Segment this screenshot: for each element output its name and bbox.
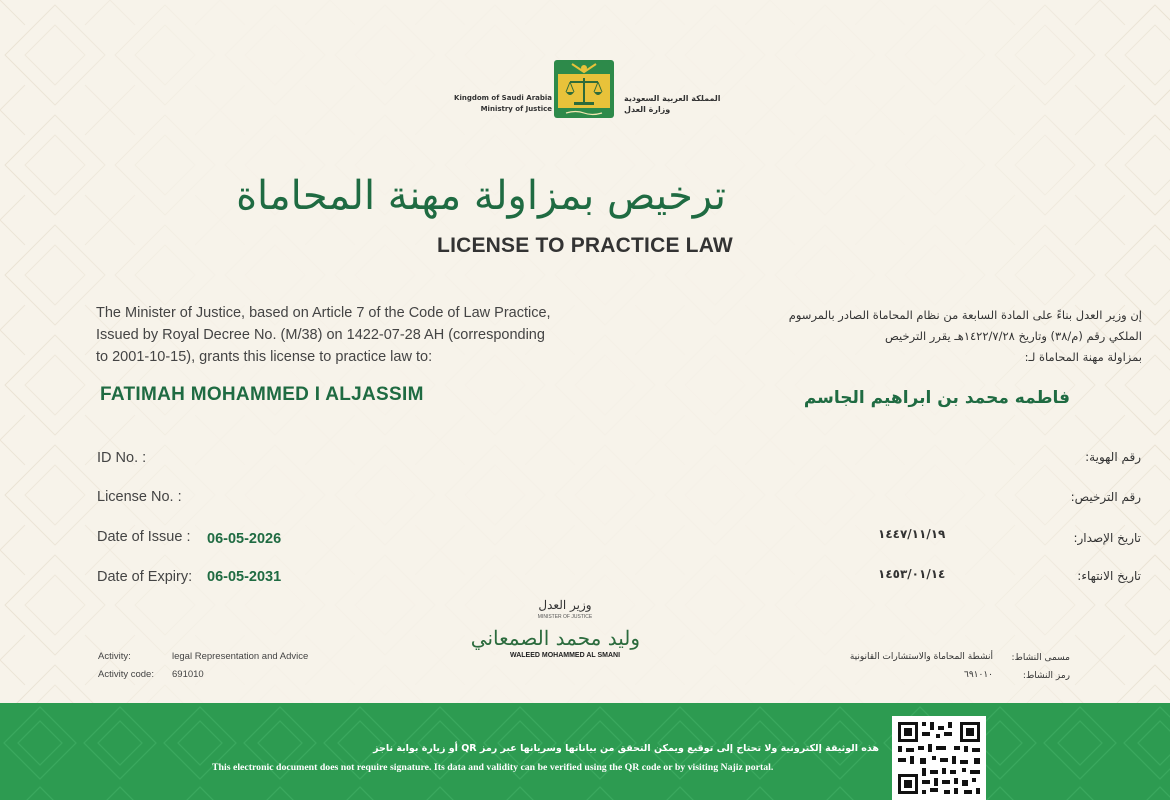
expiry-date-value-en: 06-05-2031 <box>207 569 282 585</box>
id-label-ar: رقم الهوية: <box>1085 450 1141 464</box>
footer-note-en: This electronic document does not require signature. Its data and validity can be verified using the QR code or by visiting Najiz portal. <box>212 762 774 773</box>
intro-ar-line2: الملكي رقم (م/٣٨) وتاريخ ١٤٢٢/٧/٢٨هـ يقرر الترخيص <box>884 329 1142 343</box>
ministry-header <box>440 55 740 125</box>
ministry-of-justice-emblem-icon <box>552 58 616 120</box>
intro-en-line1: The Minister of Justice, based on Article 7 of the Code of Law Practice, <box>96 305 551 321</box>
expiry-date-label-en: Date of Expiry: <box>97 569 193 585</box>
intro-en-line2: Issued by Royal Decree No. (M/38) on 1422-07-28 AH (corresponding <box>96 327 545 343</box>
issue-date-label-en: Date of Issue : <box>97 529 191 545</box>
activity-label-ar: مسمى النشاط: <box>1011 653 1070 663</box>
ministry-ar-line1: المملكة العربية السعودية <box>624 94 721 103</box>
signature-scribble: وليد محمد الصمعاني <box>470 626 640 650</box>
intro-ar-line1: إن وزير العدل بناءً على المادة السابعة من نظام المحاماة الصادر بالمرسوم <box>788 308 1142 322</box>
intro-ar-line3: بمزاولة مهنة المحاماة لـ: <box>1024 350 1142 364</box>
holder-name-en: FATIMAH MOHAMMED I ALJASSIM <box>100 384 424 405</box>
license-label-ar: رقم الترخيص: <box>1070 490 1141 504</box>
minister-signature <box>470 598 640 678</box>
activity-code-label-en: Activity code: <box>98 669 154 680</box>
activity-code-value-ar: ٦٩١٠١٠ <box>963 670 993 680</box>
footer-note-ar: هذه الوثيقة إلكترونية ولا تحتاج إلى توقيع ويمكن التحقق من بياناتها وسريانها عبر رمز QR أو زيارة بوابة ناجز <box>373 743 879 754</box>
issue-date-value-en: 06-05-2026 <box>207 531 282 547</box>
ministry-name-ar <box>624 93 744 115</box>
holder-name-ar: فاطمه محمد بن ابراهيم الجاسم <box>803 388 1070 408</box>
intro-en-line3: to 2001-10-15), grants this license to practice law to: <box>96 349 433 365</box>
activity-label-en: Activity: <box>98 651 131 662</box>
issue-date-value-ar: ١٤٤٧/١١/١٩ <box>878 527 946 541</box>
ministry-en-line1: Kingdom of Saudi Arabia <box>454 94 552 102</box>
minister-title-ar: وزير العدل <box>538 598 592 612</box>
minister-title-en: MINISTER OF JUSTICE <box>537 614 593 620</box>
id-label-en: ID No. : <box>97 450 147 466</box>
footer-banner <box>0 703 1170 800</box>
license-label-en: License No. : <box>97 489 182 505</box>
intro-text-ar <box>620 305 1142 368</box>
intro-text-en <box>96 302 566 368</box>
title-calligraphy-ar: ترخيص بمزاولة مهنة المحاماة <box>236 173 726 219</box>
expiry-date-value-ar: ١٤٥٣/٠١/١٤ <box>878 567 946 581</box>
issue-date-label-ar: تاريخ الإصدار: <box>1073 531 1141 545</box>
page-title: LICENSE TO PRACTICE LAW <box>437 234 733 257</box>
activity-value-en: legal Representation and Advice <box>172 651 309 662</box>
ministry-en-line2: Ministry of Justice <box>480 105 552 113</box>
minister-name-en: WALEED MOHAMMED AL SMANI <box>509 652 621 659</box>
expiry-date-label-ar: تاريخ الانتهاء: <box>1077 569 1141 583</box>
ministry-ar-line2: وزارة العدل <box>624 105 671 114</box>
activity-code-label-ar: رمز النشاط: <box>1022 671 1070 681</box>
ministry-name-en <box>432 93 552 115</box>
activity-value-ar: أنشطة المحاماة والاستشارات القانونية <box>849 652 993 662</box>
activity-code-value-en: 691010 <box>172 669 204 680</box>
qr-code-icon[interactable] <box>892 716 986 800</box>
